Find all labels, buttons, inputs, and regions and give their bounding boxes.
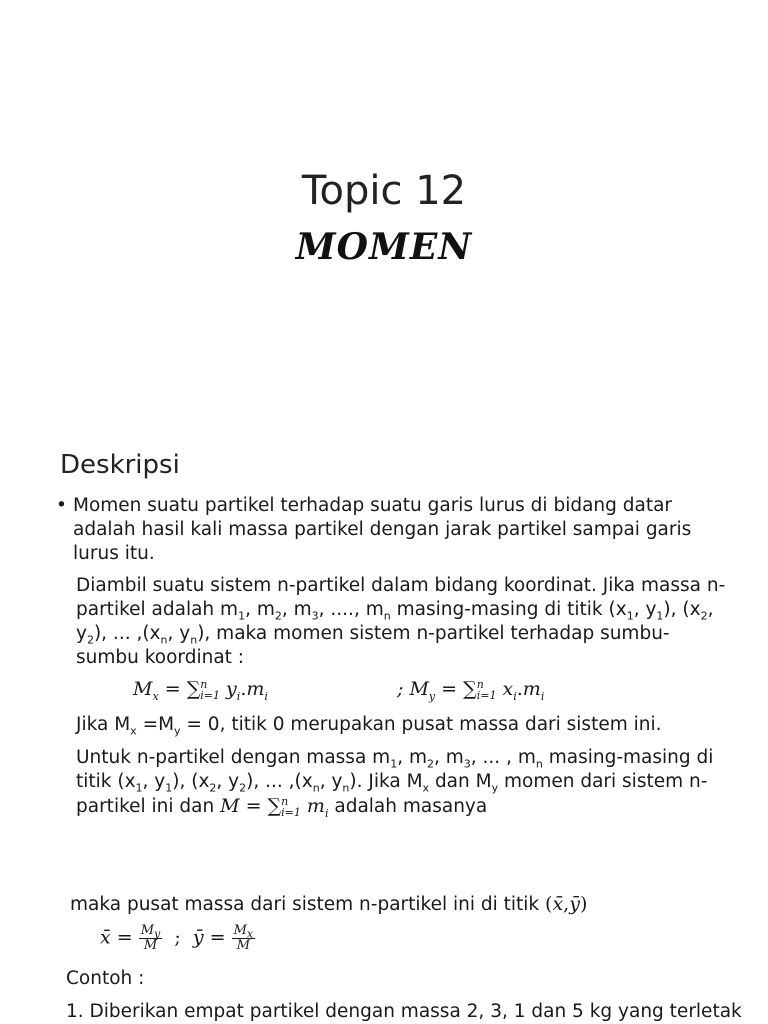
bullet-marker: • <box>56 495 67 516</box>
paragraph-1-line-4: sumbu koordinat : <box>76 647 245 668</box>
paragraph-3-line-1: Untuk n-partikel dengan massa $m_1$, $m_2$, $m_3$, ... , $m_n$ masing-masing di <box>76 747 714 771</box>
paragraph-1-line-1: Diambil suatu sistem n-partikel dalam bidang koordinat. Jika massa n- <box>76 575 726 596</box>
paragraph-1-line-2: partikel adalah $m_1$, $m_2$, $m_3$, ...., $m_n$ masing-masing di titik ($x_1$, $y_1$), ($x_2$, <box>76 599 714 623</box>
paragraph-2: Jika $M_x =M_y = 0$, titik 0 merupakan pusat massa dari sistem ini. <box>76 714 662 738</box>
bullet-line-2: adalah hasil kali massa partikel dengan jarak partikel sampai garis <box>73 519 692 540</box>
paragraph-3-line-2: titik ($x_1$, $y_1$), ($x_2$, $y_2$), ... $,(x_n$, $y_n$). Jika $M_x$ dan $M_y$ momen dari sistem n- <box>76 771 708 795</box>
slide-title: Topic 12 <box>301 168 467 214</box>
example-label: Contoh : <box>66 968 145 989</box>
example-1: 1. Diberikan empat partikel dengan massa 2, 3, 1 dan 5 kg yang terletak <box>66 1001 742 1022</box>
bullet-line-1: Momen suatu partikel terhadap suatu garis lurus di bidang datar <box>73 495 673 516</box>
section-heading: Deskripsi <box>60 450 180 480</box>
slide-subtitle: MOMEN <box>295 226 473 268</box>
bullet-line-3: lurus itu. <box>73 543 155 564</box>
equation-mx: $M_x$ = ∑ n i=1 $y_i.m_i$ <box>133 678 268 703</box>
paragraph-3-line-3: partikel ini dan M = ∑ n i=1 $m_i$ adalah masanya <box>76 795 488 820</box>
paragraph-4: maka pusat massa dari sistem n-partikel ini di titik (x̄,ȳ) <box>70 893 588 915</box>
equation-centroid: x̄ = $\frac{M_y}{M}$ ; ȳ = $\frac{M_x}{M}$ <box>100 923 254 953</box>
equation-my: ; $M_y$ = ∑ n i=1 $x_i.m_i$ <box>397 678 545 703</box>
paragraph-1-line-3: $y_2$), ... $,(x_n$, $y_n$), maka momen sistem n-partikel terhadap sumbu- <box>76 623 670 647</box>
